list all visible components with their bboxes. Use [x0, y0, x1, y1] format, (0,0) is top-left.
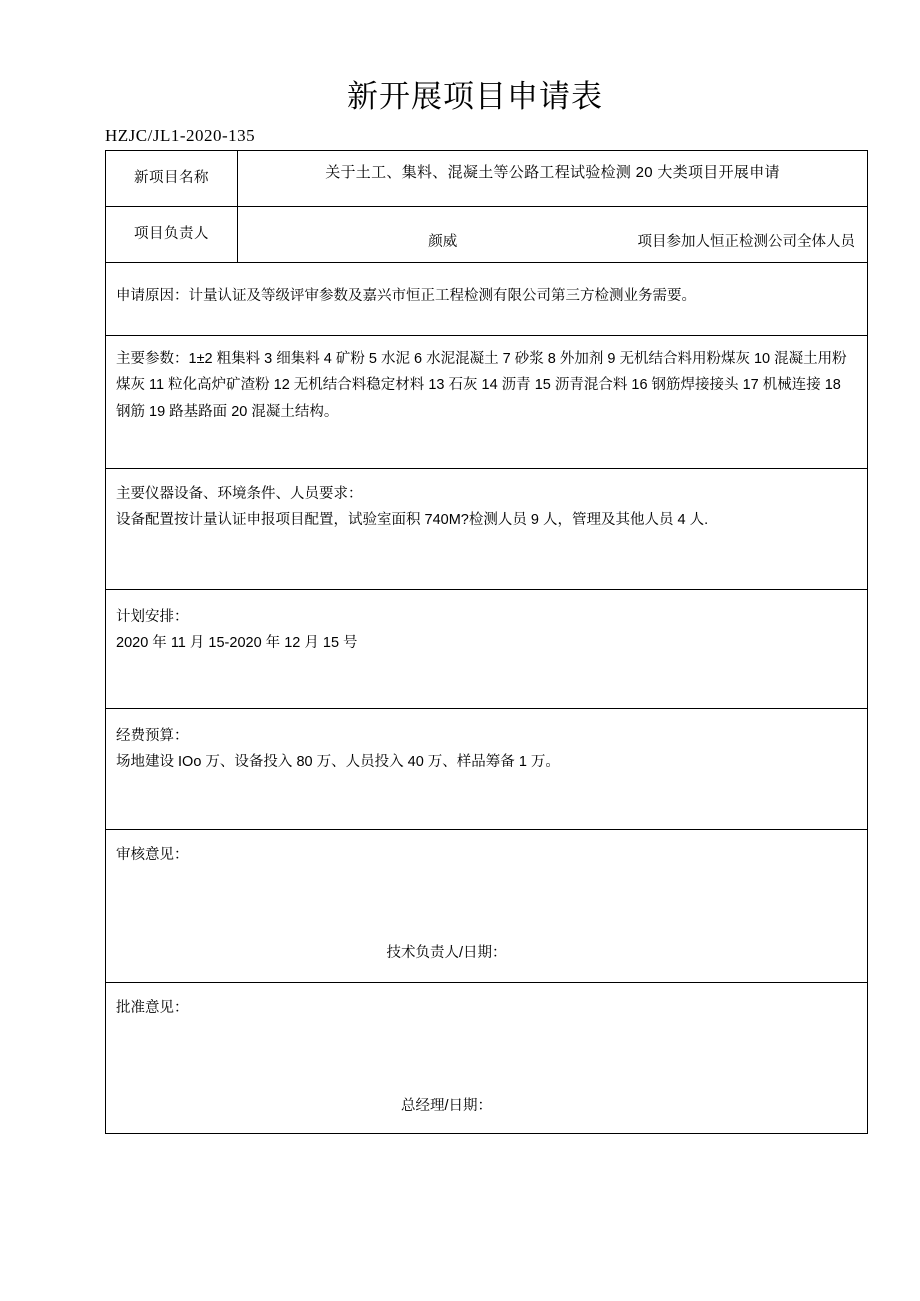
reason-text: 申请原因：计量认证及等级评审参数及嘉兴市恒正工程检测有限公司第三方检测业务需要。 — [116, 287, 696, 304]
approval-label: 批准意见： — [116, 999, 189, 1016]
plan-value: 2020 年 11 月 15-2020 年 12 月 15 号 — [116, 635, 358, 652]
reason-cell[interactable] — [106, 262, 868, 335]
main-params-cell[interactable] — [106, 335, 868, 468]
budget-label: 经费预算： — [116, 727, 189, 744]
main-params-text: 主要参数：1±2 粗集料 3 细集料 4 矿粉 5 水泥 6 水泥混凝土 7 砂浆 8 外加剂 9 无机结合料用粉煤灰 10 混凝土用粉煤灰 11 粒化高炉矿渣粉 12 无机结合料稳定材料 13 石灰 14 沥青 15 沥青混合料 16 钢筋焊接接头 17 机械连接 18 钢筋 19 路基路面 20 混凝土结构。 — [116, 350, 847, 421]
project-leader-label-cell — [106, 206, 238, 262]
project-members-value: 项目参加人恒正检测公司全体人员 — [637, 233, 855, 250]
table-row-equipment — [106, 468, 868, 589]
equipment-label: 主要仪器设备、环境条件、人员要求： — [116, 485, 363, 502]
table-row-review — [106, 829, 868, 982]
approval-cell[interactable] — [106, 982, 868, 1133]
table-row-approval — [106, 982, 868, 1133]
project-name-label: 新项目名称 — [134, 170, 209, 186]
application-form-table — [105, 150, 868, 1134]
document-code: HZJC/JL1-2020-135 — [105, 126, 256, 145]
equipment-cell[interactable] — [106, 468, 868, 589]
project-leader-label: 项目负责人 — [134, 225, 209, 242]
table-row-project-leader — [106, 206, 868, 262]
budget-cell[interactable] — [106, 708, 868, 829]
project-name-label-cell — [106, 151, 238, 207]
project-name-value-cell[interactable] — [238, 151, 868, 207]
plan-label: 计划安排： — [116, 608, 189, 625]
plan-cell[interactable] — [106, 589, 868, 708]
equipment-value: 设备配置按计量认证申报项目配置，试验室面积 740M?检测人员 9 人，管理及其他人员 4 人. — [116, 512, 709, 529]
table-row-budget — [106, 708, 868, 829]
project-leader-value: 颜威 — [428, 233, 458, 250]
page-title: 新开展项目申请表 — [347, 79, 603, 114]
table-row-project-name — [106, 151, 868, 207]
approval-signature-label: 总经理/日期： — [400, 1098, 493, 1115]
budget-value: 场地建设 IOo 万、设备投入 80 万、人员投入 40 万、样品筹备 1 万。 — [116, 754, 560, 771]
review-signature-label: 技术负责人/日期： — [386, 945, 507, 962]
review-cell[interactable] — [106, 829, 868, 982]
table-row-reason — [106, 262, 868, 335]
table-row-plan — [106, 589, 868, 708]
table-row-main-params — [106, 335, 868, 468]
review-label: 审核意见： — [116, 846, 189, 863]
project-name-value: 关于土工、集料、混凝土等公路工程试验检测 20 大类项目开展申请 — [325, 164, 780, 181]
project-leader-value-cell[interactable] — [238, 206, 868, 262]
